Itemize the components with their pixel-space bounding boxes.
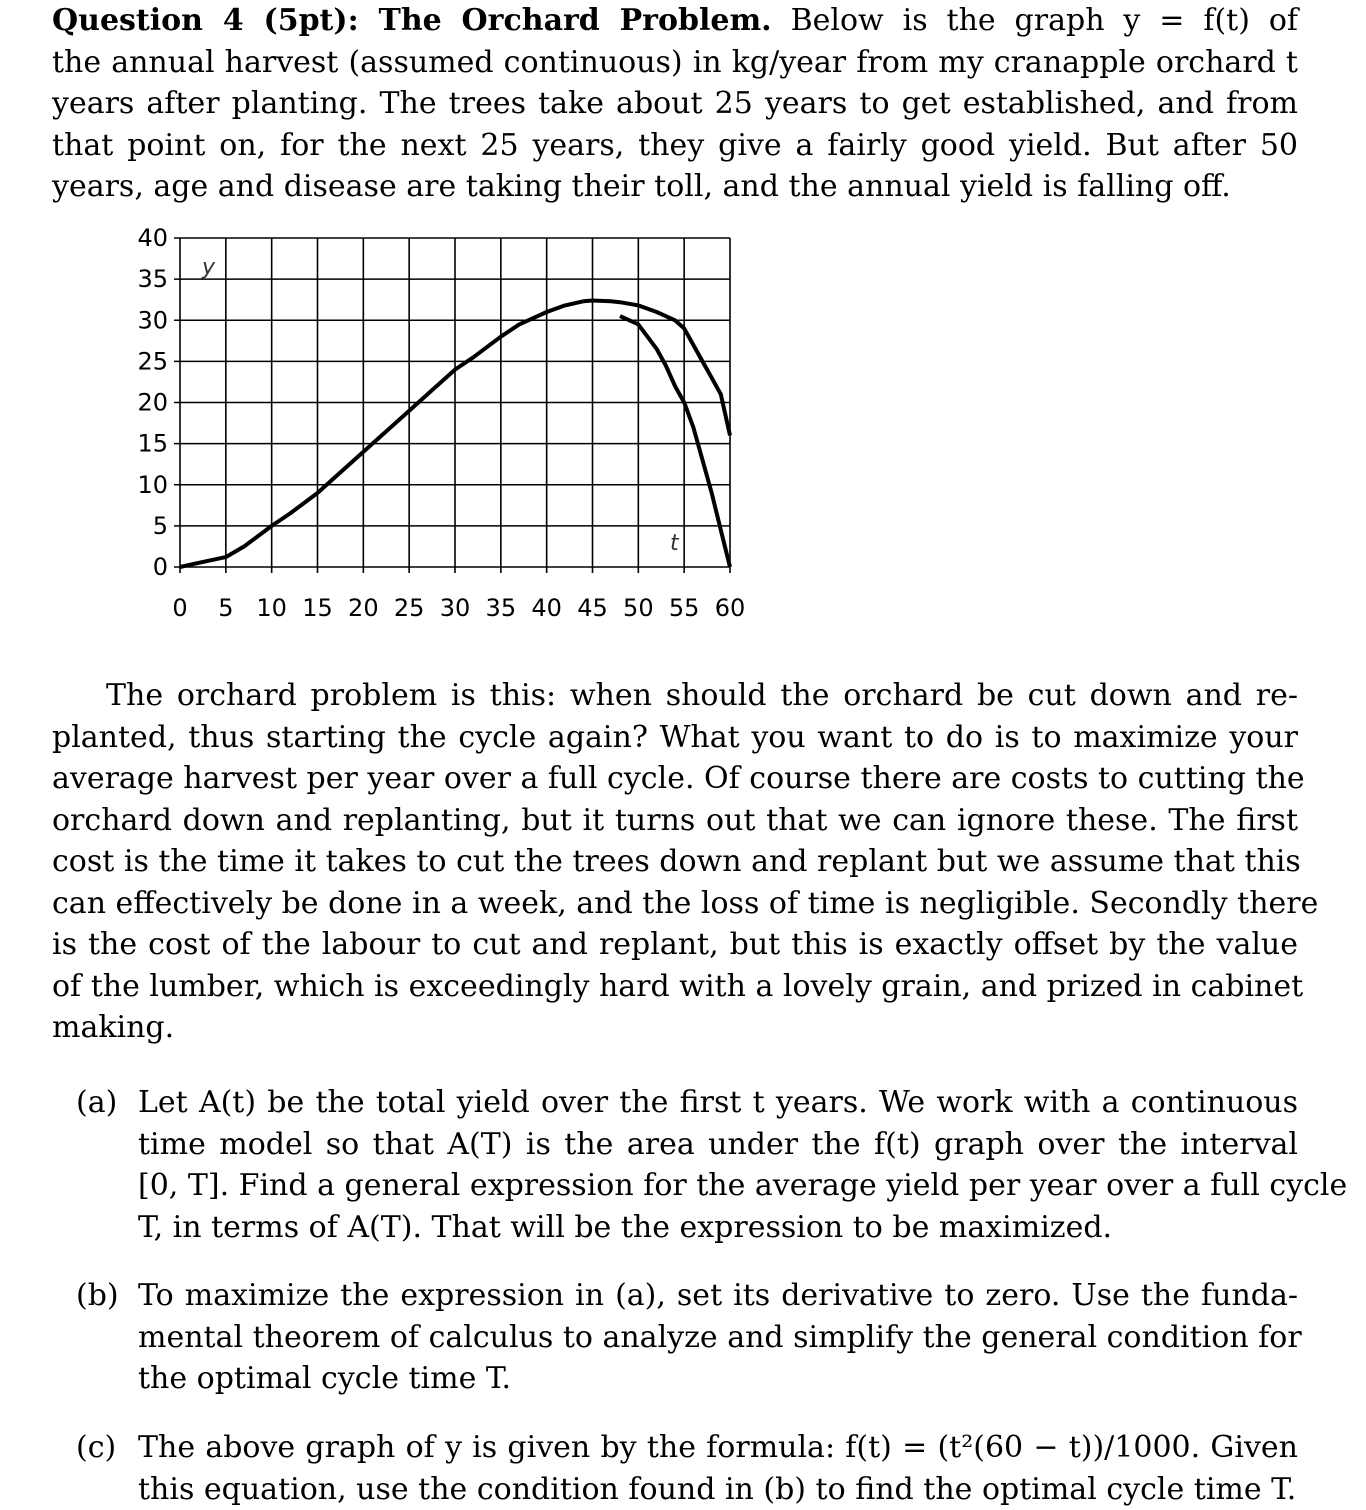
y-tick-label-5: 5 (153, 512, 168, 540)
x-tick-label-15: 15 (302, 594, 333, 622)
y-tick-label-15: 15 (137, 430, 168, 458)
x-tick-labels (172, 594, 745, 622)
harvest-graph (110, 218, 770, 628)
x-tick-label-35: 35 (486, 594, 517, 622)
x-tick-label-55: 55 (669, 594, 700, 622)
part-b-label: (b) (76, 1275, 119, 1317)
intro-line-2: the annual harvest (assumed continuous) in kg/year from my cranapple orchard t (52, 42, 1298, 84)
intro-line-4: that point on, for the next 25 years, they give a fairly good yield. But after 50 (52, 125, 1298, 167)
part-c-line-1: The above graph of y is given by the formula: f(t) = (t²(60 − t))/1000. Given (138, 1427, 1298, 1469)
para2-line-8: of the lumber, which is exceedingly hard with a lovely grain, and prized in cabinet (52, 966, 1298, 1008)
y-tick-label-40: 40 (137, 224, 168, 252)
orchard-problem-paragraph (52, 675, 1298, 1049)
intro-line-5: years, age and disease are taking their toll, and the annual yield is falling off. (52, 166, 1298, 208)
part-c-line-2: this equation, use the condition found in (b) to find the optimal cycle time T. (138, 1469, 1298, 1510)
y-tick-labels (137, 224, 168, 581)
part-a-line-4: T, in terms of A(T). That will be the expression to be maximized. (138, 1207, 1298, 1249)
y-tick-label-25: 25 (137, 347, 168, 375)
para2-line-7: is the cost of the labour to cut and replant, but this is exactly offset by the value (52, 924, 1298, 966)
intro-paragraph (52, 0, 1298, 208)
part-a-line-2: time model so that A(T) is the area under the f(t) graph over the interval (138, 1124, 1298, 1166)
y-tick-label-10: 10 (137, 471, 168, 499)
x-tick-label-30: 30 (440, 594, 471, 622)
x-tick-label-20: 20 (348, 594, 379, 622)
x-tick-label-60: 60 (715, 594, 746, 622)
para2-line-2: planted, thus starting the cycle again? What you want to do is to maximize your (52, 717, 1298, 759)
y-tick-label-0: 0 (153, 553, 168, 581)
x-tick-label-5: 5 (218, 594, 233, 622)
y-tick-label-30: 30 (137, 306, 168, 334)
intro-line-3: years after planting. The trees take about 25 years to get established, and from (52, 83, 1298, 125)
part-b-line-2: mental theorem of calculus to analyze and simplify the general condition for (138, 1317, 1298, 1359)
y-axis-label: y (201, 255, 216, 280)
question-heading: Question 4 (5pt): The Orchard Problem. (52, 3, 772, 38)
x-tick-label-50: 50 (623, 594, 654, 622)
intro-line-1-rest: Below is the graph y = f(t) of (791, 3, 1298, 38)
part-a-line-1: Let A(t) be the total yield over the first t years. We work with a continuous (138, 1082, 1298, 1124)
part-a-label: (a) (76, 1082, 117, 1124)
intro-line-1 (52, 0, 1298, 42)
y-tick-label-35: 35 (137, 265, 168, 293)
x-tick-label-10: 10 (256, 594, 287, 622)
x-tick-label-45: 45 (577, 594, 608, 622)
part-b-line-1: To maximize the expression in (a), set its derivative to zero. Use the funda- (138, 1275, 1298, 1317)
para2-line-9: making. (52, 1007, 1298, 1049)
x-tick-label-25: 25 (394, 594, 425, 622)
para2-line-3: average harvest per year over a full cycle. Of course there are costs to cutting the (52, 758, 1298, 800)
y-tick-label-20: 20 (137, 389, 168, 417)
part-c-label: (c) (76, 1427, 116, 1469)
part-a-line-3: [0, T]. Find a general expression for the average yield per year over a full cycle (138, 1165, 1298, 1207)
para2-line-1: The orchard problem is this: when should the orchard be cut down and re- (52, 675, 1298, 717)
para2-line-4: orchard down and replanting, but it turns out that we can ignore these. The first (52, 800, 1298, 842)
para2-line-5: cost is the time it takes to cut the trees down and replant but we assume that this (52, 841, 1298, 883)
graph-grid (174, 238, 730, 573)
para2-line-6: can effectively be done in a week, and the loss of time is negligible. Secondly there (52, 883, 1298, 925)
x-axis-label: t (670, 531, 680, 556)
x-tick-label-0: 0 (172, 594, 187, 622)
series-line-1 (620, 316, 730, 567)
part-b-line-3: the optimal cycle time T. (138, 1358, 1298, 1400)
x-tick-label-40: 40 (531, 594, 562, 622)
